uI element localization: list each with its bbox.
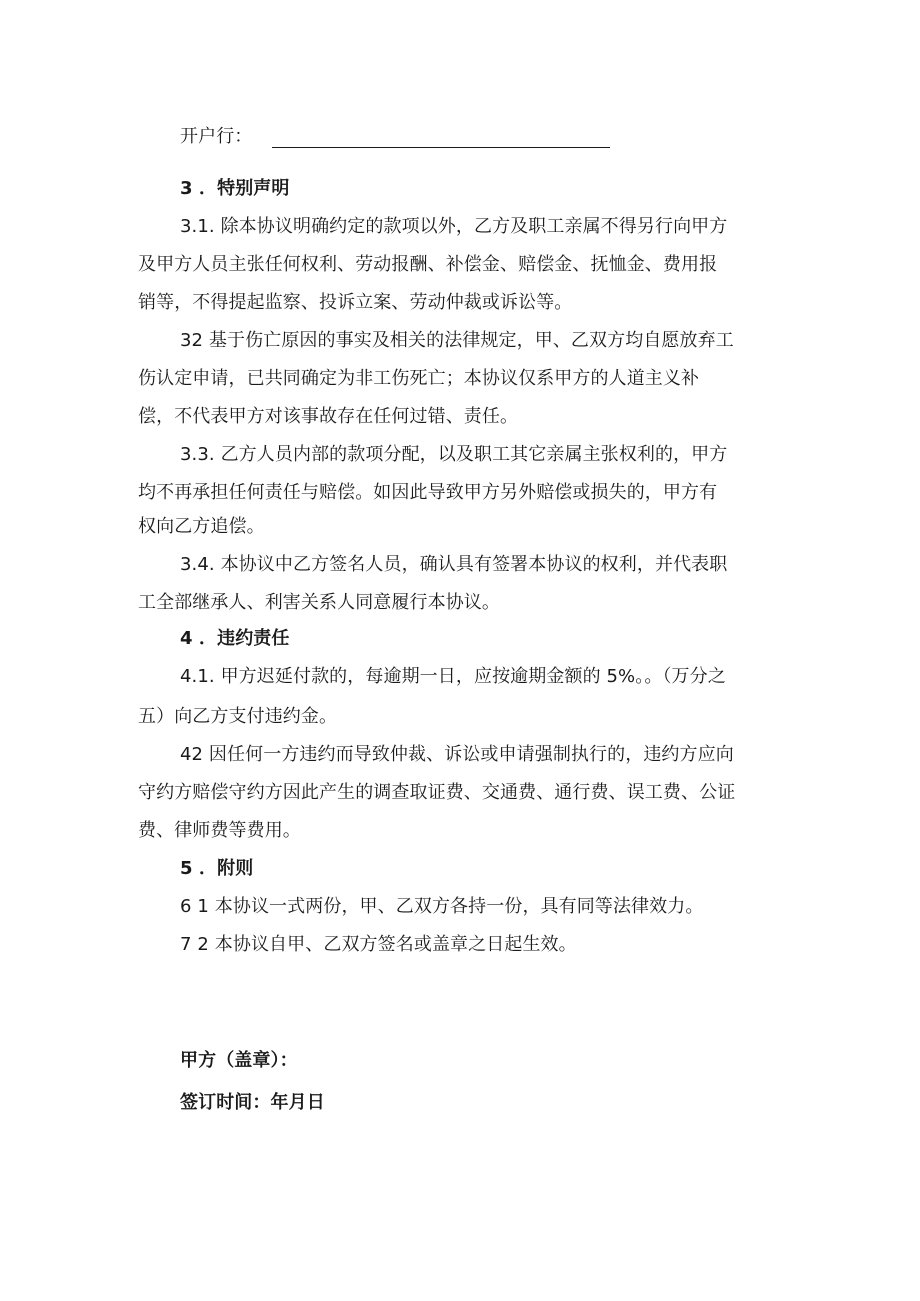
paragraph-line: 守约方赔偿守约方因此产生的调查取证费、交通费、通行费、误工费、公证 — [138, 782, 736, 803]
paragraph-line: 权向乙方追偿。 — [138, 516, 265, 537]
paragraph-line: 均不再承担任何责任与赔偿。如因此导致甲方另外赔偿或损失的，甲方有 — [138, 482, 718, 503]
paragraph-line: 及甲方人员主张任何权利、劳动报酬、补偿金、赔偿金、抚恤金、费用报 — [138, 254, 718, 275]
section-heading: 4 ．违约责任 — [180, 628, 290, 649]
paragraph-line: 3.3. 乙方人员内部的款项分配，以及职工其它亲属主张权利的，甲方 — [180, 444, 728, 465]
paragraph-line: 32 基于伤亡原因的事实及相关的法律规定，甲、乙双方均自愿放弃工 — [180, 330, 734, 351]
bank-blank-line[interactable] — [272, 146, 610, 148]
section-heading: 5 ．附则 — [180, 858, 254, 879]
signing-date-label: 签订时间：年月日 — [180, 1092, 325, 1113]
bank-row — [180, 124, 802, 150]
paragraph-line: 五）向乙方支付违约金。 — [138, 706, 338, 727]
paragraph-line: 6 1 本协议一式两份，甲、乙双方各持一份，具有同等法律效力。 — [180, 896, 704, 917]
paragraph-line: 工全部继承人、利害关系人同意履行本协议。 — [138, 592, 500, 613]
paragraph-line: 42 因任何一方违约而导致仲裁、诉讼或申请强制执行的，违约方应向 — [180, 744, 734, 765]
paragraph-line: 销等，不得提起监察、投诉立案、劳动仲裁或诉讼等。 — [138, 292, 573, 313]
party-a-seal-label: 甲方（盖章）： — [180, 1050, 298, 1071]
paragraph-line: 4.1. 甲方迟延付款的，每逾期一日，应按逾期金额的 5%。。（万分之 — [180, 666, 726, 687]
section-heading: 3 ．特别声明 — [180, 178, 290, 199]
paragraph-line: 3.1. 除本协议明确约定的款项以外，乙方及职工亲属不得另行向甲方 — [180, 216, 728, 237]
paragraph-line: 伤认定申请，已共同确定为非工伤死亡；本协议仅系甲方的人道主义补 — [138, 368, 700, 389]
bank-label: 开户行： — [180, 126, 253, 147]
paragraph-line: 费、律师费等费用。 — [138, 820, 301, 841]
paragraph-line: 7 2 本协议自甲、乙双方签名或盖章之日起生效。 — [180, 934, 577, 955]
paragraph-line: 偿，不代表甲方对该事故存在任何过错、责任。 — [138, 406, 519, 427]
paragraph-line: 3.4. 本协议中乙方签名人员，确认具有签署本协议的权利，并代表职 — [180, 554, 728, 575]
